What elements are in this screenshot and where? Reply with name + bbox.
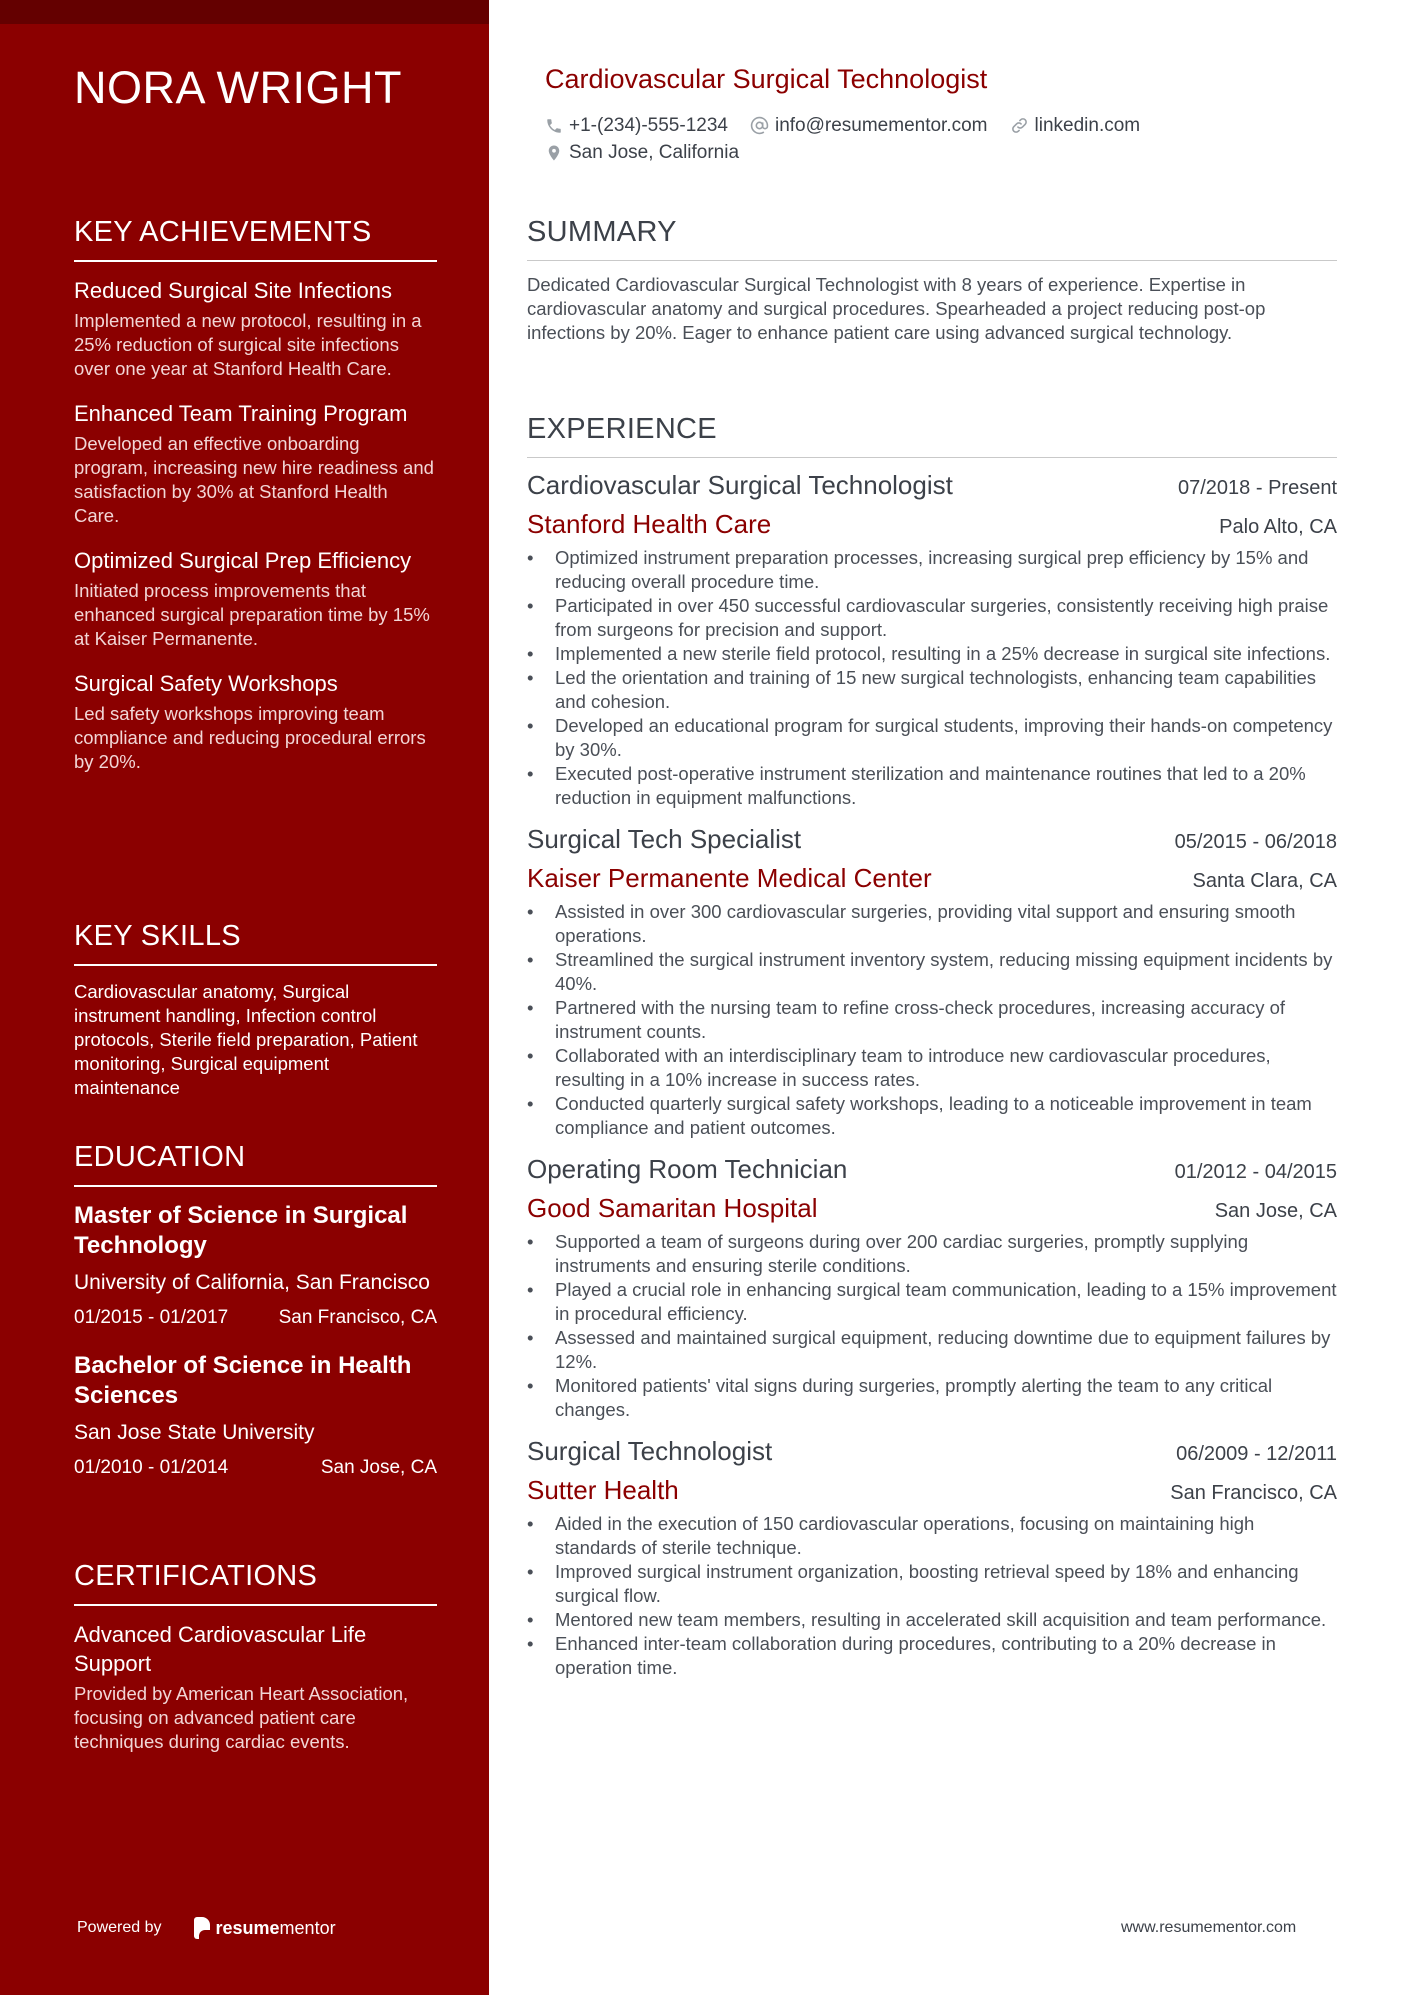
- job-subheader: [527, 509, 1337, 540]
- sidebar: [0, 0, 489, 1995]
- bullet-item: • Collaborated with an interdisciplinary team to introduce new cardiovascular procedures, resulting in a 10% increase in success rates.: [527, 1044, 1337, 1092]
- bullet-item: • Monitored patients' vital signs during surgeries, promptly alerting the team to any critical changes.: [527, 1374, 1337, 1422]
- achievement-description: Initiated process improvements that enhanced surgical preparation time by 15% at Kaiser Permanente.: [74, 580, 430, 649]
- achievement-title: Enhanced Team Training Program: [74, 401, 408, 426]
- certification-title: Advanced Cardiovascular Life Support: [74, 1622, 367, 1676]
- footer-website-link[interactable]: www.resumementor.com: [1121, 1919, 1297, 1936]
- job-subheader: [527, 1193, 1337, 1224]
- job-location: Palo Alto, CA: [1219, 516, 1337, 538]
- job-bullets: [527, 1230, 1337, 1422]
- job-header: [527, 1436, 1337, 1467]
- education-school: San Jose State University: [74, 1421, 315, 1444]
- education-item: [74, 1351, 437, 1479]
- education-heading: EDUCATION: [74, 1141, 437, 1187]
- summary-heading: SUMMARY: [527, 216, 1337, 261]
- job-location: San Francisco, CA: [1170, 1482, 1337, 1504]
- education-dates: 01/2015 - 01/2017: [74, 1307, 229, 1328]
- bullet-item: • Conducted quarterly surgical safety workshops, leading to a noticeable improvement in team compliance and patient outcomes.: [527, 1092, 1337, 1140]
- education-section: [74, 1141, 437, 1501]
- link-icon: [1010, 116, 1029, 135]
- job-dates: 06/2009 - 12/2011: [1176, 1443, 1337, 1465]
- education-school: University of California, San Francisco: [74, 1271, 430, 1294]
- logo-text-thin: mentor: [279, 1917, 336, 1938]
- location-contact: [545, 142, 739, 164]
- job-company: Stanford Health Care: [527, 509, 772, 539]
- bullet-item: • Assisted in over 300 cardiovascular surgeries, providing vital support and ensuring smooth operations.: [527, 900, 1337, 948]
- job-role: Operating Room Technician: [527, 1154, 848, 1184]
- sidebar-top-bar: [0, 0, 489, 24]
- logo-text-bold: resume: [215, 1917, 280, 1938]
- job-company: Good Samaritan Hospital: [527, 1193, 818, 1223]
- linkedin-text: linkedin.com: [1034, 114, 1141, 136]
- job-header: [527, 1154, 1337, 1185]
- bullet-item: • Played a crucial role in enhancing surgical team communication, leading to a 15% improvement in procedural efficiency.: [527, 1278, 1337, 1326]
- job-bullets: [527, 1512, 1337, 1680]
- candidate-name: NORA WRIGHT: [74, 62, 402, 113]
- job-dates: 01/2012 - 04/2015: [1174, 1161, 1337, 1183]
- education-item: [74, 1201, 437, 1329]
- bullet-item: • Partnered with the nursing team to refine cross-check procedures, increasing accuracy of instrument counts.: [527, 996, 1337, 1044]
- email-text: info@resumementor.com: [774, 114, 988, 136]
- bullet-item: • Implemented a new sterile field protocol, resulting in a 25% decrease in surgical site infections.: [527, 642, 1337, 666]
- bullet-item: • Streamlined the surgical instrument inventory system, reducing missing equipment incidents by 40%.: [527, 948, 1337, 996]
- education-meta: [74, 1307, 437, 1329]
- contact-info: [545, 112, 1325, 166]
- skills-heading: KEY SKILLS: [74, 920, 437, 966]
- summary-text: Dedicated Cardiovascular Surgical Technologist with 8 years of experience. Expertise in cardiovascular anatomy and surgical procedures. Spearheaded a project reducing post-op infections by 20%. Eager to enhance patient care using advanced surgical technology.: [527, 274, 1266, 343]
- certification-description: Provided by American Heart Association, focusing on advanced patient care techniques during cardiac events.: [74, 1683, 409, 1752]
- powered-by-label: Powered by: [77, 1919, 162, 1936]
- achievement-item: [74, 399, 437, 528]
- certifications-section: [74, 1560, 437, 1772]
- achievement-description: Developed an effective onboarding program, increasing new hire readiness and satisfaction by 30% at Stanford Health Care.: [74, 433, 434, 526]
- summary-section: [527, 216, 1337, 345]
- bullet-item: • Developed an educational program for surgical students, improving their hands-on competency by 30%.: [527, 714, 1337, 762]
- bullet-item: • Improved surgical instrument organization, boosting retrieval speed by 18% and enhancing surgical flow.: [527, 1560, 1337, 1608]
- achievement-item: [74, 546, 437, 651]
- job-subheader: [527, 863, 1337, 894]
- phone-icon: [545, 117, 563, 135]
- bullet-item: • Mentored new team members, resulting in accelerated skill acquisition and team performance.: [527, 1608, 1337, 1632]
- job-entry: [527, 1436, 1337, 1680]
- contact-row: [545, 112, 1325, 139]
- education-dates: 01/2010 - 01/2014: [74, 1457, 229, 1478]
- location-pin-icon: [545, 143, 563, 163]
- at-icon: [750, 116, 769, 135]
- email-contact[interactable]: [750, 115, 988, 137]
- achievement-title: Optimized Surgical Prep Efficiency: [74, 548, 412, 573]
- job-header: [527, 824, 1337, 855]
- job-entry: [527, 470, 1337, 810]
- achievements-section: [74, 216, 437, 792]
- certification-item: [74, 1620, 437, 1754]
- bullet-item: • Optimized instrument preparation processes, increasing surgical prep efficiency by 15% and reducing overall procedure time.: [527, 546, 1337, 594]
- job-company: Kaiser Permanente Medical Center: [527, 863, 932, 893]
- education-location: San Francisco, CA: [278, 1307, 437, 1328]
- job-bullets: [527, 546, 1337, 810]
- achievement-item: [74, 276, 437, 381]
- location-text: San Jose, California: [569, 141, 740, 163]
- bullet-item: • Executed post-operative instrument sterilization and maintenance routines that led to a 20% reduction in equipment malfunctions.: [527, 762, 1337, 810]
- achievement-title: Surgical Safety Workshops: [74, 671, 338, 696]
- job-entry: [527, 1154, 1337, 1422]
- job-subheader: [527, 1475, 1337, 1506]
- phone-contact[interactable]: [545, 115, 728, 137]
- job-role: Surgical Technologist: [527, 1436, 773, 1466]
- education-meta: [74, 1457, 437, 1479]
- certifications-heading: CERTIFICATIONS: [74, 1560, 437, 1606]
- phone-text: +1-(234)-555-1234: [569, 114, 728, 136]
- powered-by: [77, 1917, 336, 1939]
- job-entry: [527, 824, 1337, 1140]
- achievements-heading: KEY ACHIEVEMENTS: [74, 216, 437, 262]
- experience-section: [527, 413, 1337, 1694]
- bullet-item: • Led the orientation and training of 15 new surgical technologists, enhancing team capabilities and cohesion.: [527, 666, 1337, 714]
- bullet-item: • Aided in the execution of 150 cardiovascular operations, focusing on maintaining high standards of sterile technique.: [527, 1512, 1337, 1560]
- contact-row: [545, 139, 1325, 166]
- education-degree: Bachelor of Science in Health Sciences: [74, 1352, 412, 1409]
- education-degree: Master of Science in Surgical Technology: [74, 1202, 408, 1259]
- education-location: San Jose, CA: [320, 1457, 437, 1478]
- job-role: Cardiovascular Surgical Technologist: [527, 470, 953, 500]
- skills-list: Cardiovascular anatomy, Surgical instrument handling, Infection control protocols, Sterile field preparation, Patient monitoring, Surgical equipment maintenance: [74, 981, 418, 1098]
- headline-title: Cardiovascular Surgical Technologist: [545, 64, 988, 94]
- skills-section: [74, 920, 437, 1100]
- achievement-item: [74, 669, 437, 774]
- bullet-item: • Enhanced inter-team collaboration during procedures, contributing to a 20% decrease in operation time.: [527, 1632, 1337, 1680]
- bullet-item: • Participated in over 450 successful cardiovascular surgeries, consistently receiving high praise from surgeons for precision and support.: [527, 594, 1337, 642]
- job-header: [527, 470, 1337, 501]
- achievement-title: Reduced Surgical Site Infections: [74, 278, 392, 303]
- linkedin-contact[interactable]: [1010, 115, 1141, 137]
- achievement-description: Led safety workshops improving team compliance and reducing procedural errors by 20%.: [74, 703, 426, 772]
- job-dates: 05/2015 - 06/2018: [1174, 831, 1337, 853]
- job-company: Sutter Health: [527, 1475, 679, 1505]
- job-location: San Jose, CA: [1214, 1200, 1337, 1222]
- achievement-description: Implemented a new protocol, resulting in a 25% reduction of surgical site infections over one year at Stanford Health Care.: [74, 310, 422, 379]
- resumementor-logo-icon: [194, 1917, 210, 1939]
- job-bullets: [527, 900, 1337, 1140]
- bullet-item: • Supported a team of surgeons during over 200 cardiac surgeries, promptly supplying instruments and ensuring sterile conditions.: [527, 1230, 1337, 1278]
- experience-heading: EXPERIENCE: [527, 413, 1337, 458]
- job-dates: 07/2018 - Present: [1178, 477, 1337, 499]
- bullet-item: • Assessed and maintained surgical equipment, reducing downtime due to equipment failures by 12%.: [527, 1326, 1337, 1374]
- job-role: Surgical Tech Specialist: [527, 824, 802, 854]
- job-location: Santa Clara, CA: [1192, 870, 1337, 892]
- resumementor-logo[interactable]: [194, 1917, 336, 1939]
